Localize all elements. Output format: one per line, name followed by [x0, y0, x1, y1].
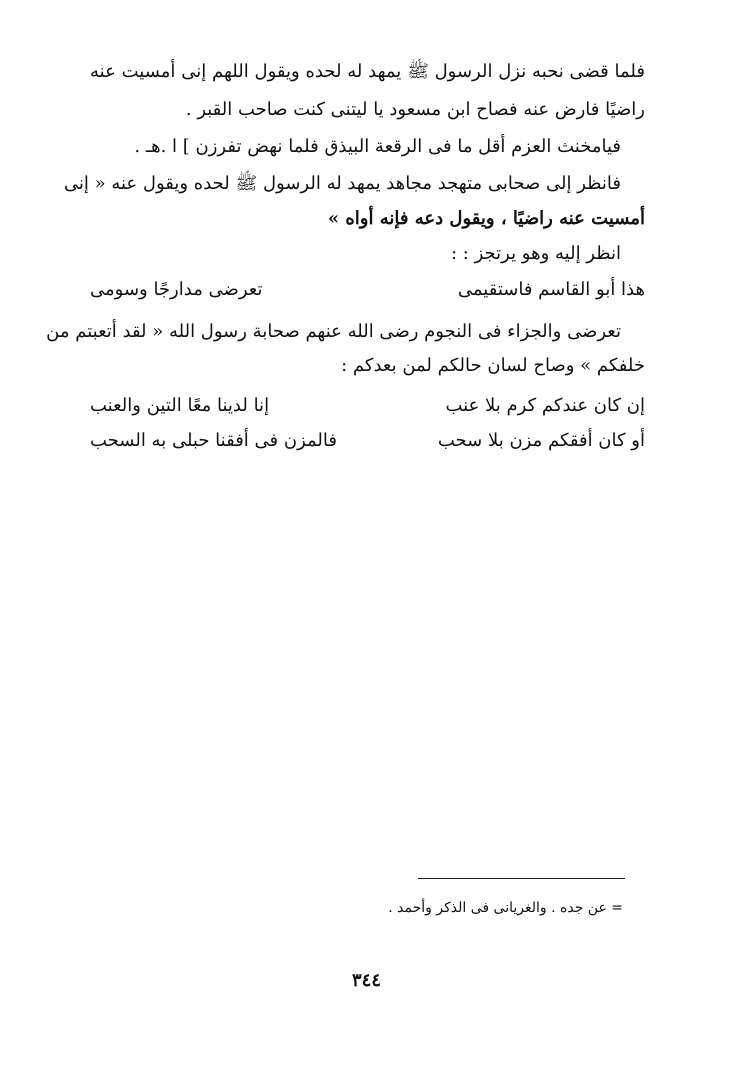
verse-2-first-hemistich: إن كان عندكم كرم بلا عنب — [445, 395, 645, 416]
verse-1 — [90, 276, 645, 304]
text-line-7: تعرضى والجزاء فى النجوم رضى الله عنهم صحابة رسول الله « لقد أتعبتم من — [46, 321, 621, 342]
verse-3 — [90, 427, 645, 455]
verse-1-first-hemistich: هذا أبو القاسم فاستقيمى — [457, 279, 645, 300]
text-line-6: انظر إليه وهو يرتجز : : — [451, 243, 621, 264]
verse-2-second-hemistich: إنا لدينا معًا التين والعنب — [90, 395, 270, 416]
text-line-3: فيامخنث العزم أقل ما فى الرقعة البيذق فلما نهض تفرزن ] ا .هـ . — [134, 136, 621, 157]
verse-1-second-hemistich: تعرضى مدارجًا وسومى — [90, 279, 263, 300]
verse-2 — [90, 392, 645, 420]
verse-3-first-hemistich: أو كان أفقكم مزن بلا سحب — [437, 430, 645, 451]
text-line-5: أمسيت عنه راضيًا ، ويقول دعه فإنه أواه » — [327, 208, 645, 229]
text-line-2: راضيًا فارض عنه فصاح ابن مسعود يا ليتنى كنت صاحب القبر . — [185, 99, 645, 120]
footnote: = عن جده . والغريانى فى الذكر وأحمد . — [388, 900, 623, 916]
page-number: ٣٤٤ — [351, 970, 381, 991]
verse-3-second-hemistich: فالمزن فى أفقنا حبلى به السحب — [90, 430, 337, 451]
footnote-divider — [418, 878, 625, 879]
text-line-1: فلما قضى نحبه نزل الرسول ﷺ يمهد له لحده ويقول اللهم إنى أمسيت عنه — [90, 61, 645, 82]
text-line-4: فانظر إلى صحابى متهجد مجاهد يمهد له الرسول ﷺ لحده ويقول عنه « إنى — [63, 173, 621, 194]
text-line-8: خلفكم » وصاح لسان حالكم لمن بعدكم : — [341, 355, 645, 376]
